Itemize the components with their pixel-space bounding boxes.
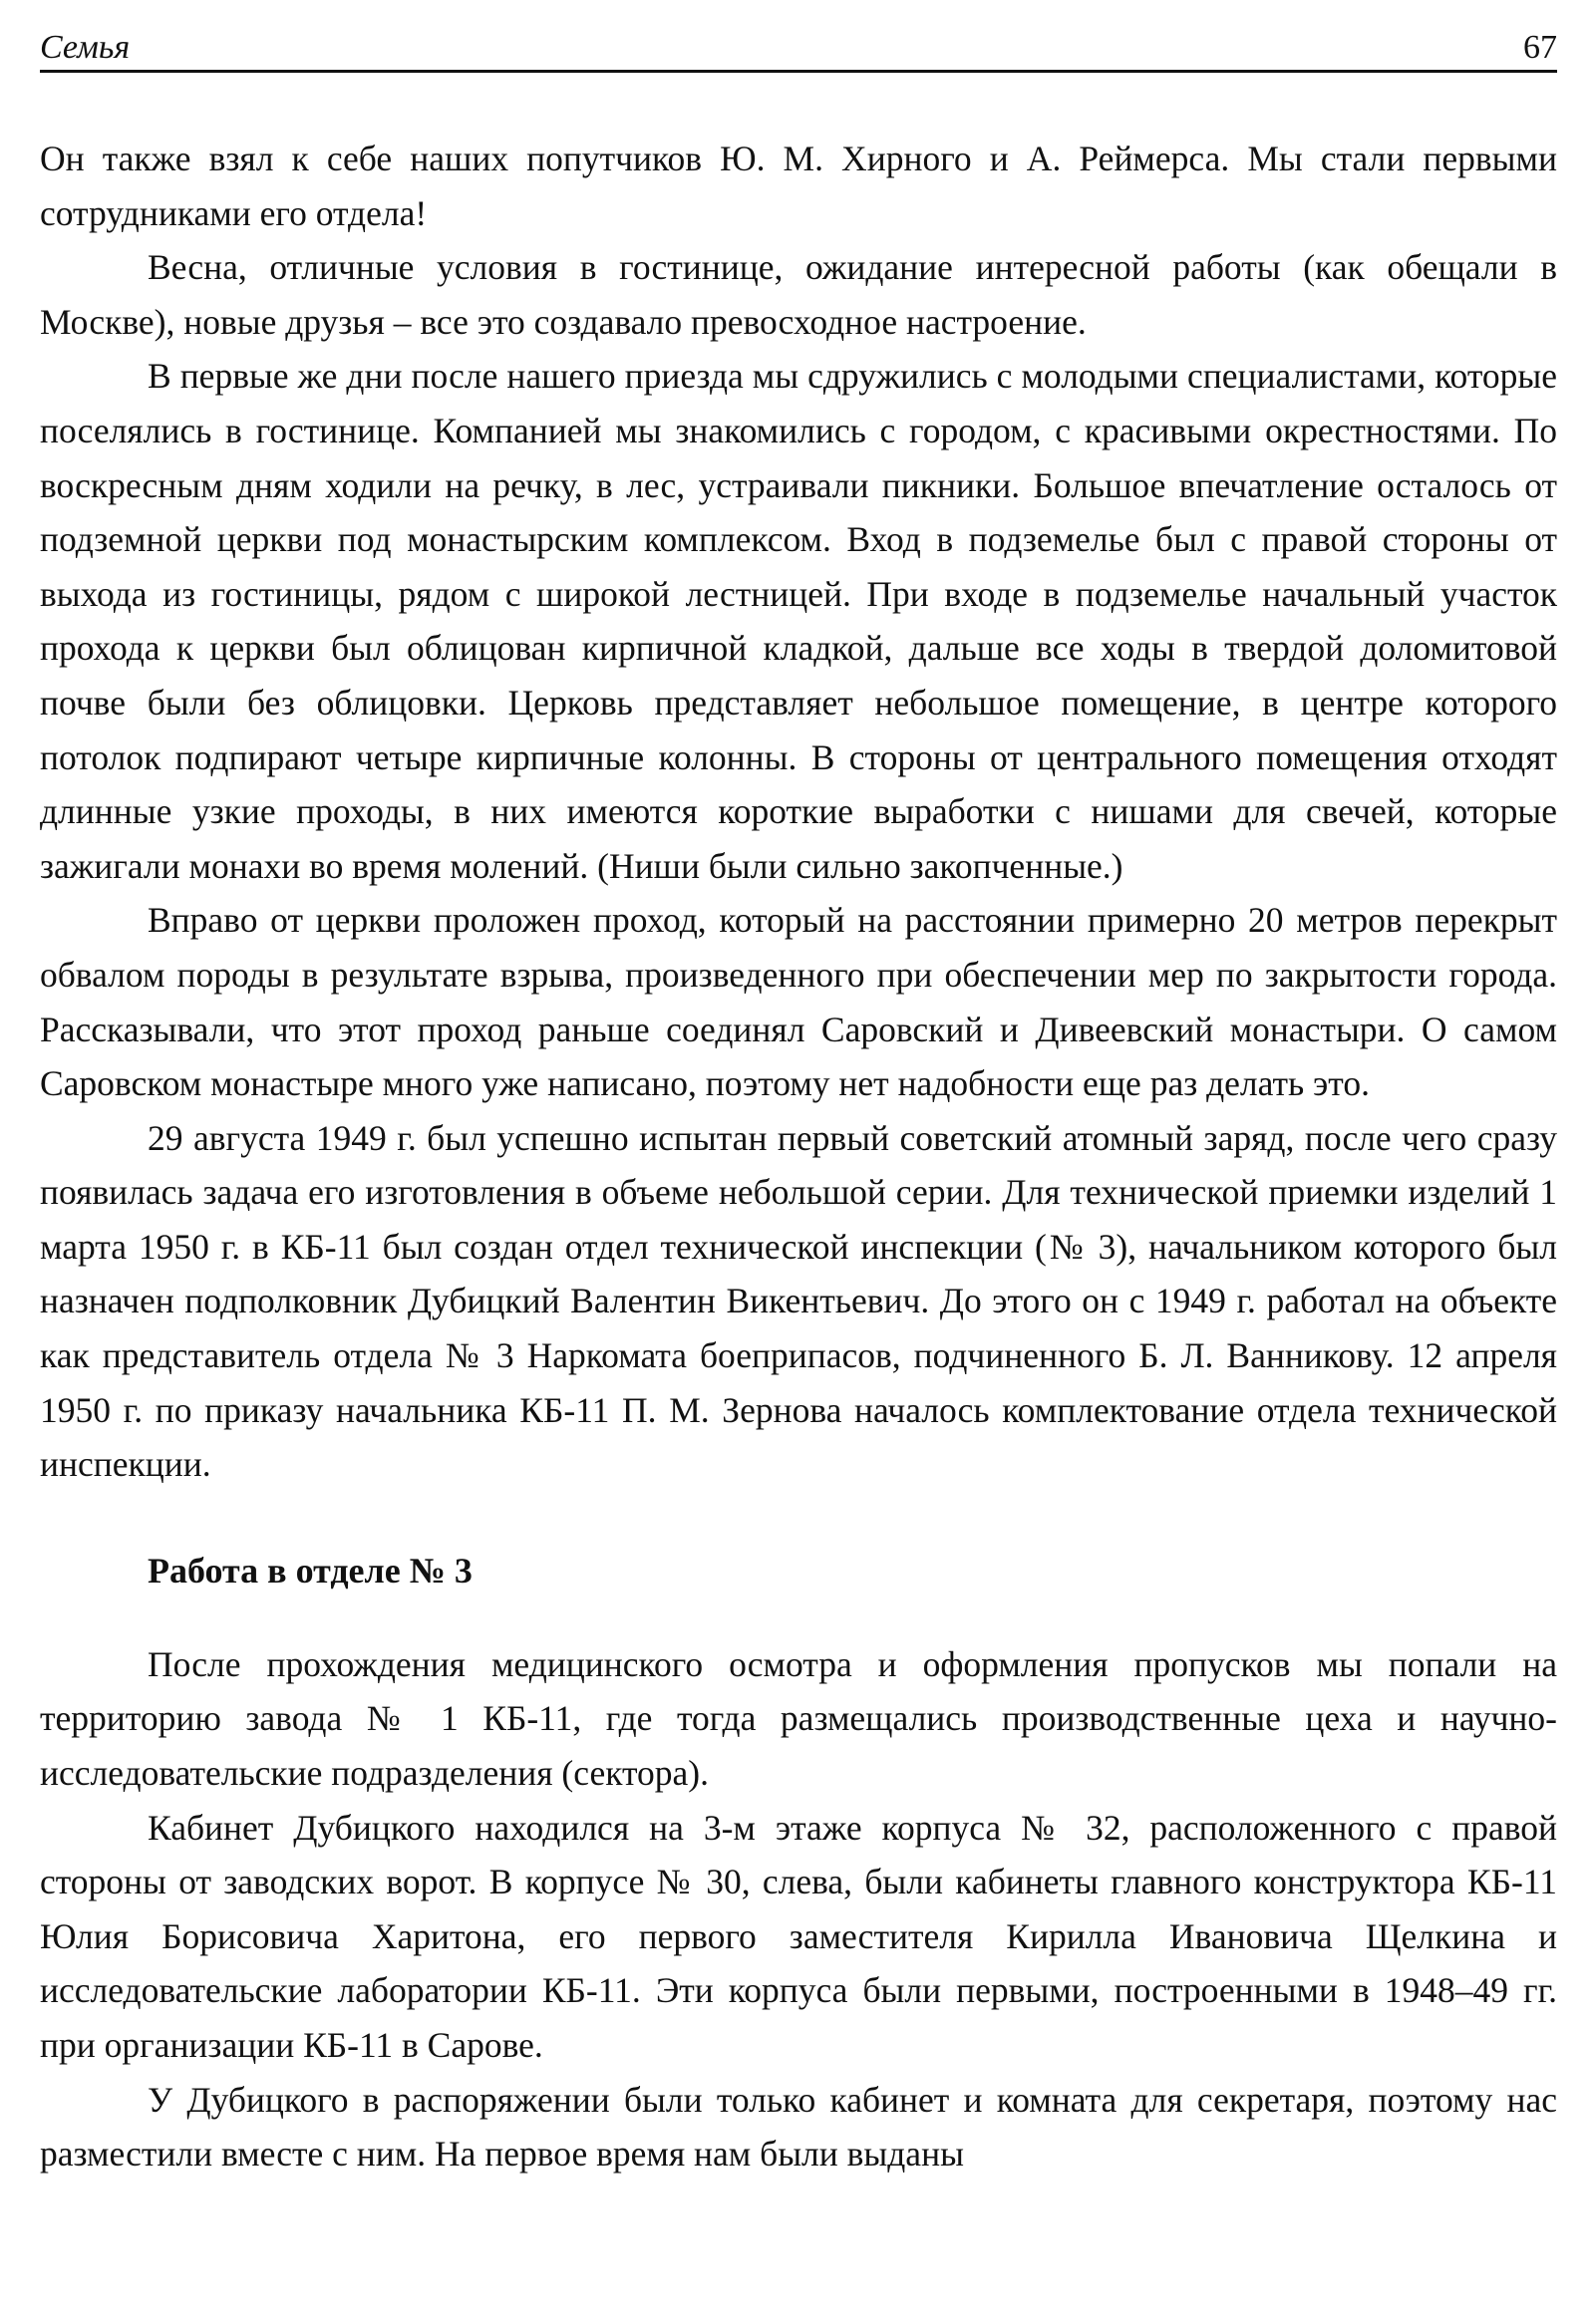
section-heading: Работа в отделе № 3 (148, 1550, 473, 1591)
paragraph: 29 августа 1949 г. был успешно испытан первый советский атомный заряд, после чего сразу появилась задача его изготовления в объеме небольшой серии. Для технической приемки изделий 1 марта 1950 г. в КБ-11 был создан отдел технической инспекции (№ 3), начальником которого был назначен подполковник Дубицкий Валентин Викентьевич. До этого он с 1949 г. работал на объекте как представитель отдела № 3 Наркомата боеприпасов, подчиненного Б. Л. Ванникову. 12 апреля 1950 г. по приказу начальника КБ-11 П. М. Зернова началось комплектование отдела технической инспекции. (40, 1117, 1557, 1485)
running-header (40, 26, 1557, 73)
paragraph: Весна, отличные условия в гостинице, ожидание интересной работы (как обещали в Москве), новые друзья – все это создавало превосходное настроение. (40, 247, 1557, 342)
page-body (40, 132, 1557, 2181)
paragraph: Он также взял к себе наших попутчиков Ю. М. Хирного и А. Реймерса. Мы стали первыми сотрудниками его отдела! (40, 139, 1557, 233)
paragraph: У Дубицкого в распоряжении были только кабинет и комната для секретаря, поэтому нас разместили вместе с ним. На первое время нам были выданы (40, 2079, 1557, 2175)
running-title: Семья (40, 29, 131, 66)
page-number: 67 (1523, 29, 1557, 66)
paragraph: Кабинет Дубицкого находился на 3-м этаже корпуса № 32, расположенного с правой стороны от заводских ворот. В корпусе № 30, слева, были кабинеты главного конструктора КБ-11 Юлия Борисовича Харитона, его первого заместителя Кирилла Ивановича Щелкина и исследовательские лаборатории КБ-11. Эти корпуса были первыми, построенными в 1948–49 гг. при организации КБ-11 в Сарове. (40, 1807, 1557, 2065)
paragraph: Вправо от церкви проложен проход, который на расстоянии примерно 20 метров перекрыт обвалом породы в результате взрыва, произведенного при обеспечении мер по закрытости города. Рассказывали, что этот проход раньше соединял Саровский и Дивеевский монастыри. О самом Саровском монастыре много уже написано, поэтому нет надобности еще раз делать это. (40, 900, 1557, 1104)
paragraph: В первые же дни после нашего приезда мы сдружились с молодыми специалистами, которые поселялись в гостинице. Компанией мы знакомились с городом, с красивыми окрестностями. По воскресным дням ходили на речку, в лес, устраивали пикники. Большое впечатление осталось от подземной церкви под монастырским комплексом. Вход в подземелье был с правой стороны от выхода из гостиницы, рядом с широкой лестницей. При входе в подземелье начальный участок прохода к церкви был облицован кирпичной кладкой, дальше все ходы в твердой доломитовой почве были без облицовки. Церковь представляет небольшое помещение, в центре которого потолок подпирают четыре кирпичные колонны. В стороны от центрального помещения отходят длинные узкие проходы, в них имеются короткие выработки с нишами для свечей, которые зажигали монахи во время молений. (Ниши были сильно закопченные.) (40, 356, 1557, 886)
paragraph: После прохождения медицинского осмотра и оформления пропусков мы попали на территорию завода № 1 КБ-11, где тогда размещались производственные цеха и научно-исследовательские подразделения (сектора). (40, 1643, 1557, 1794)
